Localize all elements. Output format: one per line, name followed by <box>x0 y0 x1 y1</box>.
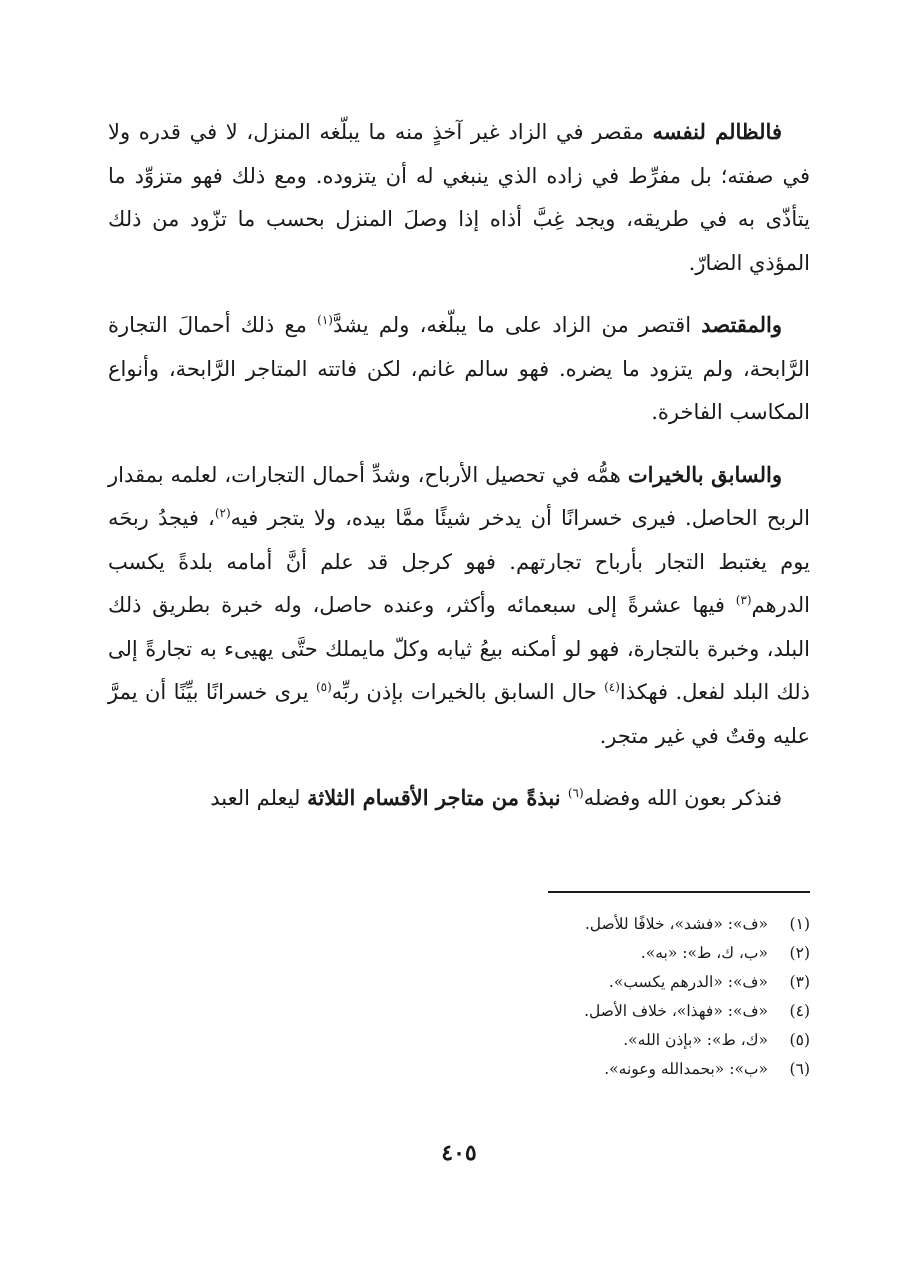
paragraph-text: ، فيجدُ ربحَه يوم يغتبط التجار بأرباح تجارتهم. فهو كرجل قد علم أنَّ أمامه بلدةً يكسب الدرهم <box>108 506 810 617</box>
paragraph-oppressor <box>108 110 810 285</box>
paragraph-text: حال السابق بالخيرات بإذن ربِّه <box>331 680 605 704</box>
footnote-item <box>108 1055 810 1084</box>
paragraph-text: فيها عشرةً إلى سبعمائه وأكثر، وعنده حاصل، وله خبرة بطريق ذلك البلد، وخبرة بالتجارة، فهو لو أمكنه بيعُ ثيابه وكلّ مايملك حتَّى يهيىء به تجارةً إلى ذلك البلد لفعل. فهكذا <box>108 593 810 704</box>
paragraph-foremost <box>108 453 810 759</box>
footnote-separator <box>548 891 810 893</box>
paragraph-text: ليعلم العبد <box>210 786 308 810</box>
footnote-number: (٤) <box>789 1002 810 1020</box>
paragraph-closing <box>108 776 810 821</box>
footnote-ref[interactable]: (٦) <box>567 786 584 800</box>
footnote-text: «ب»: «بحمدالله وعونه». <box>604 1060 768 1078</box>
footnote-text: «ب، ك، ط»: «به». <box>640 944 768 962</box>
footnote-item <box>108 997 810 1026</box>
footnotes-list <box>108 910 810 1084</box>
footnote-number: (٥) <box>789 1031 810 1049</box>
footnote-number: (٣) <box>789 973 810 991</box>
page-number: ٤٠٥ <box>441 1140 477 1166</box>
footnote-ref[interactable]: (١) <box>317 313 333 327</box>
footnote-text: «ف»: «الدرهم يكسب». <box>608 973 768 991</box>
paragraph-lead: فالظالم لنفسه <box>652 119 782 144</box>
footnote-text: «ك، ط»: «بإذن الله». <box>623 1031 768 1049</box>
paragraph-text: يرى خسرانًا بيِّنًا أن يمرَّ عليه وقتٌ في غير متجر. <box>108 680 810 748</box>
paragraph-text: مع ذلك أحمالَ التجارة الرَّابحة، ولم يتزود ما يضره. فهو سالم غانم، لكن فاتته المتاجر الرَّابحة، وأنواع المكاسب الفاخرة. <box>108 313 810 424</box>
footnote-item <box>108 910 810 939</box>
footnote-number: (٦) <box>789 1060 810 1078</box>
footnote-number: (١) <box>789 915 810 933</box>
footnote-ref[interactable]: (٤) <box>604 680 620 694</box>
footnote-ref[interactable]: (٢) <box>214 506 231 520</box>
footnote-item <box>108 1026 810 1055</box>
paragraph-text: اقتصر من الزاد على ما يبلّغه، ولم يشدَّ <box>332 313 702 337</box>
paragraph-moderate <box>108 303 810 435</box>
paragraph-text: فنذكر بعون الله وفضله <box>583 786 782 810</box>
page-body <box>108 110 810 1271</box>
footnote-text: «ف»: «فشد»، خلافًا للأصل. <box>584 915 768 933</box>
paragraph-text: همُّه في تحصيل الأرباح، وشدِّ أحمال التجارات، لعلمه بمقدار الربح الحاصل. فيرى خسرانًا أن يدخر شيئًا ممَّا بيده، ولا يتجر فيه <box>108 462 811 530</box>
footnote-text: «ف»: «فهذا»، خلاف الأصل. <box>584 1002 768 1020</box>
paragraph-text: مقصر في الزاد غير آخذٍ منه ما يبلّغه المنزل، لا في قدره ولا في صفته؛ بل مفرِّط في زاده الذي ينبغي له أن يتزوده. ومع ذلك فهو متزوِّد ما يتأذّى به في طريقه، ويجد غِبَّ أذاه إذا وصلَ المنزل بحسب ما تزّود من ذلك المؤذي الضارّ. <box>108 120 810 275</box>
footnote-item <box>108 968 810 997</box>
paragraph-bold-phrase: نبذةً من متاجر الأقسام الثلاثة <box>307 785 568 810</box>
paragraph-lead: والسابق بالخيرات <box>627 461 782 487</box>
footnote-ref[interactable]: (٣) <box>735 593 752 607</box>
paragraph-lead: والمقتصد <box>701 312 782 337</box>
footnote-ref[interactable]: (٥) <box>315 680 332 694</box>
footnote-number: (٢) <box>789 944 810 962</box>
footnote-item <box>108 939 810 968</box>
